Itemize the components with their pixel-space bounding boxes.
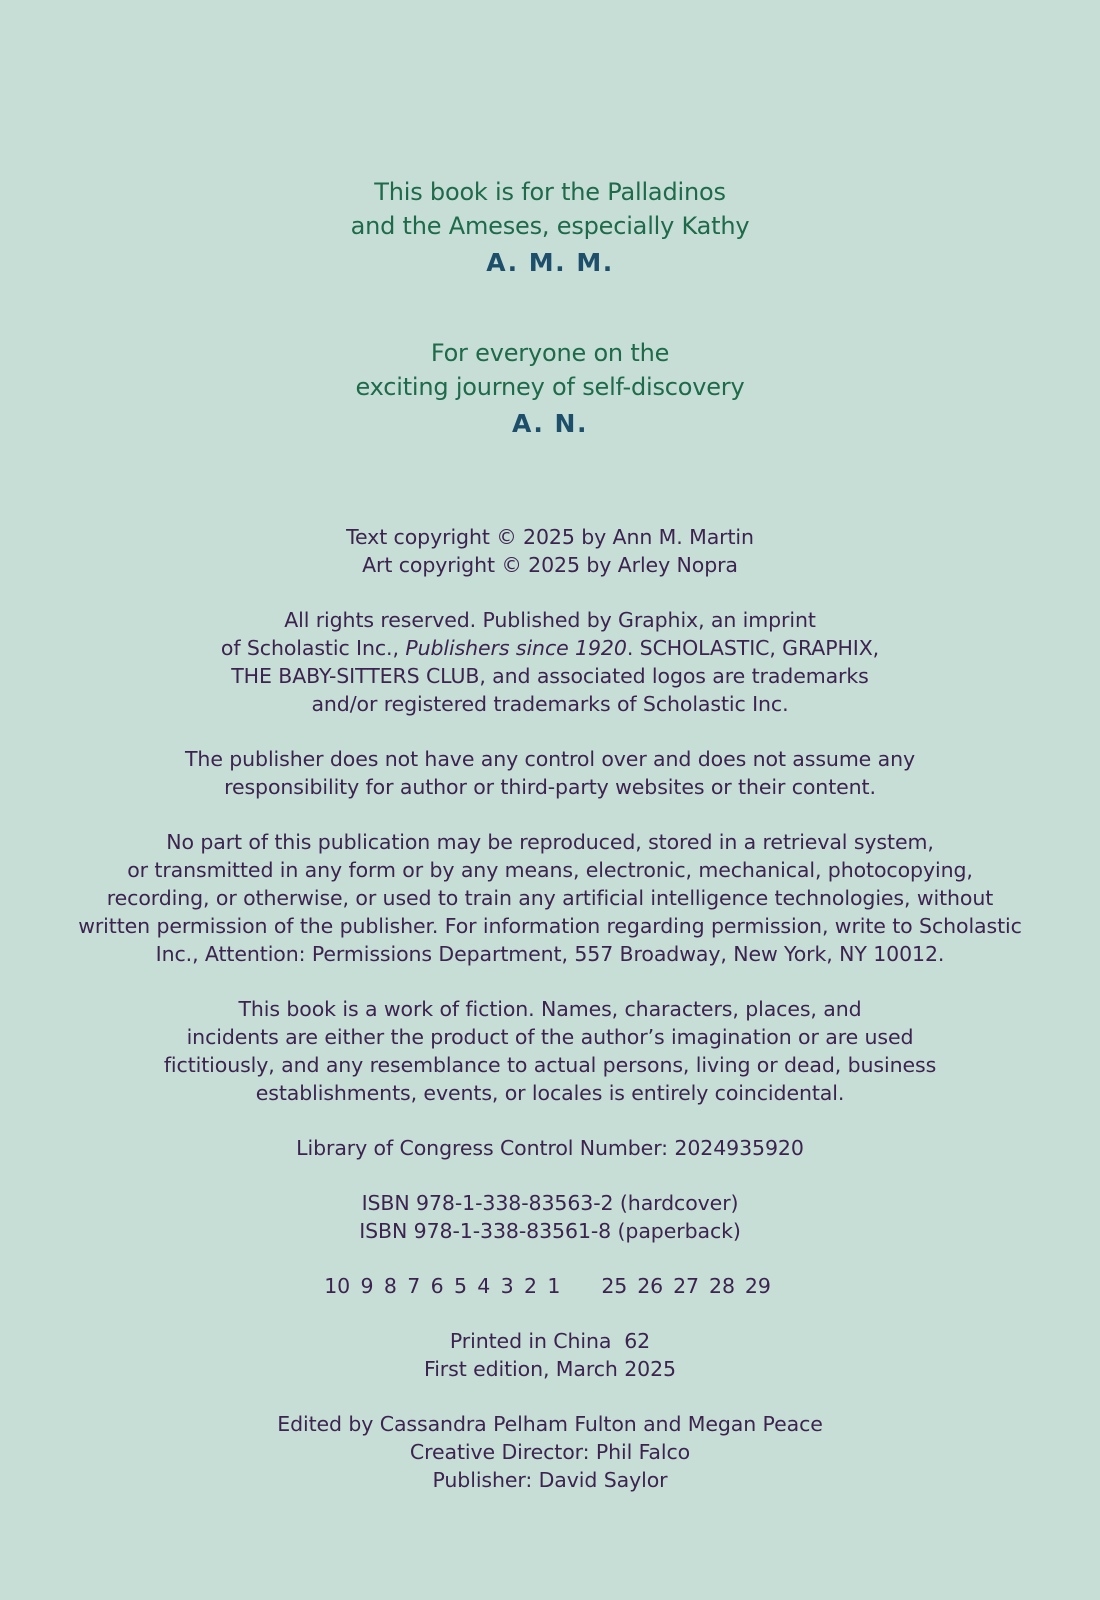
dedication-line: For everyone on the [430,339,670,367]
dedication-artist [0,336,1100,444]
credits [0,1410,1100,1494]
isbn-paperback: ISBN 978-1-338-83561-8 (paperback) [359,1219,741,1243]
copyright-notice [0,523,1100,579]
printing-numbers [0,1272,1100,1300]
rights-line: All rights reserved. Published by Graphix, an imprint [284,608,816,632]
rights-text: . SCHOLASTIC, GRAPHIX, [626,636,880,660]
isbn-hardcover: ISBN 978-1-338-83563-2 (hardcover) [361,1191,739,1215]
art-copyright: Art copyright © 2025 by Arley Nopra [362,553,738,577]
year: 25 [601,1274,628,1298]
fiction-line: This book is a work of fiction. Names, characters, places, and [238,997,862,1021]
rights-line: and/or registered trademarks of Scholastic Inc. [311,692,789,716]
dedication-line: and the Ameses, especially Kathy [350,212,750,240]
fiction-line: fictitiously, and any resemblance to actual persons, living or dead, business [163,1053,937,1077]
printing-line [0,1272,1100,1300]
isbn-block [0,1189,1100,1245]
fiction-notice [0,995,1100,1107]
year: 27 [673,1274,699,1298]
year: 28 [709,1274,735,1298]
printed-info [0,1327,1100,1383]
edition: First edition, March 2025 [424,1357,676,1381]
fiction-line: establishments, events, or locales is entirely coincidental. [255,1081,845,1105]
impression-numbers: 10 9 8 7 6 5 4 3 2 1 [324,1274,561,1298]
website-disclaimer [0,745,1100,801]
reproduction-line: or transmitted in any form or by any means, electronic, mechanical, photocopying, [127,858,973,882]
rights-line: THE BABY-SITTERS CLUB, and associated logos are trademarks [231,664,869,688]
rights-notice [0,606,1100,718]
copyright-block [0,523,1100,1521]
disclaimer-line: responsibility for author or third-party websites or their content. [224,775,876,799]
fiction-line: incidents are either the product of the author’s imagination or are used [186,1025,914,1049]
reproduction-notice [0,828,1100,968]
lccn-line: Library of Congress Control Number: 2024935920 [296,1136,804,1160]
dedication-line: exciting journey of self-discovery [355,373,745,401]
credit-publisher: Publisher: David Saylor [432,1468,668,1492]
dedication-initials: A. M. M. [486,248,614,277]
reproduction-line: recording, or otherwise, or used to train any artificial intelligence technologies, without [106,886,994,910]
dedication-line: This book is for the Palladinos [374,178,726,206]
credit-editor: Edited by Cassandra Pelham Fulton and Megan Peace [277,1412,823,1436]
dedication-author [0,175,1100,283]
year: 29 [744,1274,771,1298]
year: 26 [637,1274,664,1298]
reproduction-line: written permission of the publisher. For information regarding permission, write to Scholastic [78,914,1022,938]
credit-creative-director: Creative Director: Phil Falco [409,1440,691,1464]
reproduction-line: Inc., Attention: Permissions Department, 557 Broadway, New York, NY 10012. [155,942,945,966]
text-copyright: Text copyright © 2025 by Ann M. Martin [346,525,754,549]
disclaimer-line: The publisher does not have any control over and does not assume any [185,747,915,771]
rights-text: of Scholastic Inc., [220,636,406,660]
printed-country: Printed in China 62 [449,1329,651,1353]
reproduction-line: No part of this publication may be reproduced, stored in a retrieval system, [166,830,934,854]
rights-line [0,634,1100,662]
dedication-initials: A. N. [512,409,588,438]
rights-italic: Publishers since 1920 [405,636,627,660]
printing-years [596,1274,775,1298]
lccn [0,1134,1100,1162]
